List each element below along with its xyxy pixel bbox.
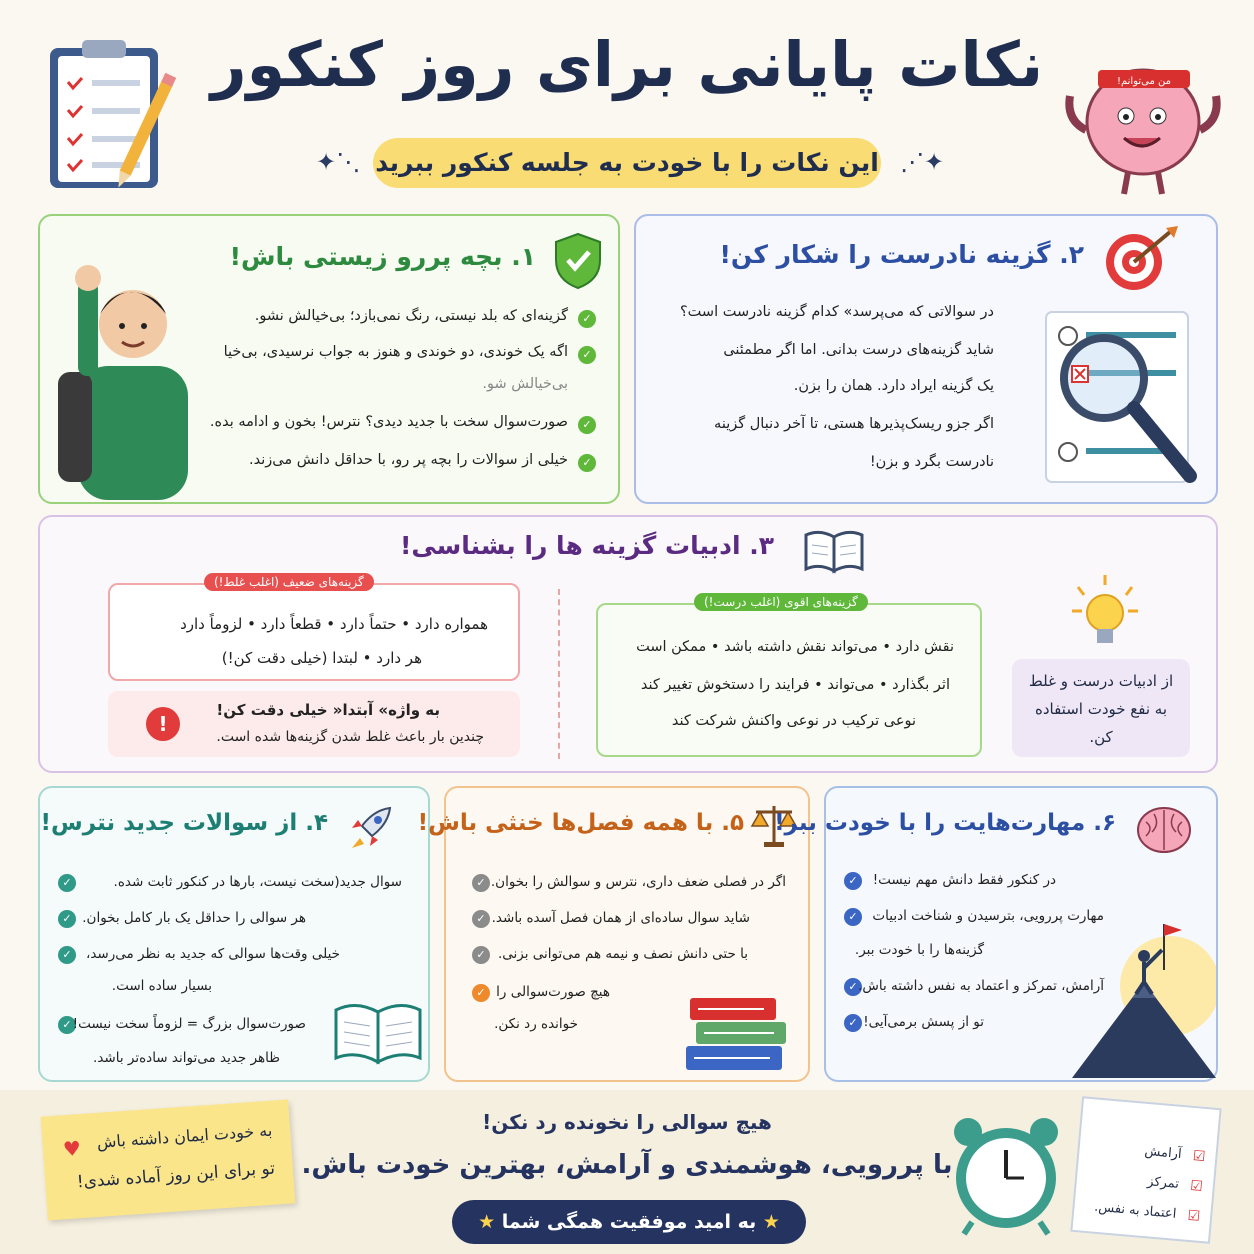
open-book-icon: [802, 529, 868, 575]
sticky-line: به خودت ایمان داشته باش: [96, 1120, 273, 1152]
strong-options-row: اثر بگذارد • می‌تواند • فرایند را دستخوش تغییر کند: [640, 677, 950, 693]
notepad-item: اعتماد به نفس.: [1093, 1199, 1177, 1222]
notepad-item: تمرکز: [1146, 1174, 1180, 1192]
card2-line: یک گزینه ایراد دارد. همان را بزن.: [793, 378, 994, 394]
sparkle-left-icon: ⋰✦: [316, 148, 361, 176]
card-option-language: [38, 515, 1218, 773]
check-icon: ✓: [58, 1016, 76, 1034]
check-icon: ✓: [58, 946, 76, 964]
card4-title: ۴. از سوالات جدید نترس!: [40, 810, 328, 836]
footer-pill-text: به امید موفقیت همگی شما: [501, 1211, 757, 1233]
card2-title: ۲. گزینه نادرست را شکار کن!: [719, 240, 1084, 269]
check-icon: ✓: [844, 908, 862, 926]
card1-item: بی‌خیالش شو.: [482, 376, 568, 392]
card6-item: گزینه‌ها را با خودت ببر.: [854, 942, 984, 958]
books-stack-icon: [684, 994, 792, 1076]
warning-box: [108, 691, 520, 757]
mountain-climber-icon: [1072, 910, 1216, 1078]
card2-line: نادرست بگرد و بزن!: [869, 454, 994, 470]
check-icon: ✓: [578, 346, 596, 364]
card6-title: ۶. مهارت‌هایت را با خودت ببر!: [774, 810, 1116, 836]
check-icon: ☑: [1189, 1177, 1204, 1195]
card5-title: ۵. با همه فصل‌ها خنثی باش!: [417, 810, 744, 836]
card1-item: گزینه‌ای که بلد نیستی، رنگ نمی‌بازد؛ بی‌خیالش نشو.: [254, 308, 568, 324]
divider: [558, 589, 560, 759]
card1-item: صورت‌سوال سخت با جدید دیدی؟ نترس! بخون و ادامه بده.: [209, 414, 568, 430]
card1-title: ۱. بچه پررو زیستی باش!: [229, 242, 536, 271]
check-icon: ☑: [1186, 1207, 1201, 1225]
card6-item: مهارت پررویی، بترسیدن و شناخت ادبیات: [872, 908, 1104, 924]
card5-item: با حتی دانش نصف و نیمه هم می‌توانی بزنی.: [497, 946, 748, 962]
card5-item: اگر در فصلی ضعف داری، نترس و سوالش را بخوان.: [490, 874, 786, 890]
card4-item: ظاهر جدید می‌تواند ساده‌تر باشد.: [93, 1050, 280, 1066]
card-confidence: [38, 214, 620, 504]
target-icon: [1100, 224, 1180, 294]
card-new-questions: [38, 786, 430, 1082]
star-icon: ★: [756, 1211, 780, 1233]
sticky-line: تو برای این روز آماده شدی!: [76, 1158, 276, 1193]
warning-subtitle: چندین بار باعث غلط شدن گزینه‌ها شده است.: [216, 729, 484, 745]
sparkle-right-icon: ✦⋱: [900, 148, 945, 176]
check-icon: ✓: [472, 946, 490, 964]
check-icon: ✓: [844, 872, 862, 890]
card4-item: خیلی وقت‌ها سوالی که جدید به نظر می‌رسد،: [85, 946, 340, 962]
brain-icon: [1134, 802, 1194, 858]
card4-item: سوال جدید(سخت نیست، بارها در کنکور ثابت شده.: [113, 874, 402, 890]
magnifier-checklist-icon: [1042, 310, 1212, 490]
card1-item: خیلی از سوالات را بچه پر رو، با حداقل دانش می‌زند.: [249, 452, 568, 468]
page-title: نکات پایانی برای روز کنکور: [210, 28, 1044, 101]
weak-options-row: همواره دارد • حتماً دارد • قطعاً دارد • لزوماً دارد: [180, 615, 488, 633]
card-skills: [774, 786, 1218, 1082]
check-icon: ✓: [844, 1014, 862, 1032]
tip-box: از ادبیات درست و غلط به نفع خودت استفاده کن.: [1012, 659, 1190, 757]
weak-options-box: [108, 575, 520, 681]
card3-title: ۳. ادبیات گزینه ها را بشناسی!: [399, 531, 774, 560]
check-icon: ✓: [578, 310, 596, 328]
footer-pill: [452, 1200, 806, 1244]
student-illustration-icon: [48, 262, 198, 502]
card5-item: هیچ صورت‌سوالی را: [496, 984, 610, 1000]
open-book-icon: [332, 1000, 424, 1068]
subtitle-pill: این نکات را با خودت به جلسه کنکور ببرید: [373, 138, 881, 188]
notepad-item: آرامش: [1143, 1143, 1183, 1163]
rocket-icon: [344, 800, 400, 856]
strong-options-box: [596, 595, 982, 757]
notepad: [1070, 1096, 1221, 1244]
weak-options-row: هر دارد • لبتدا (خیلی دقت کن!): [221, 649, 422, 667]
brain-mascot-icon: [1058, 40, 1228, 200]
card6-item: تو از پسش برمی‌آیی!: [863, 1014, 984, 1030]
check-icon: ✓: [472, 910, 490, 928]
strong-options-label: گزینه‌های اقوی (اغلب درست!): [694, 593, 868, 611]
check-icon: ✓: [472, 874, 490, 892]
star-icon: ★: [478, 1211, 502, 1233]
card4-item: هر سوالی را حداقل یک بار کامل بخوان.: [82, 910, 306, 926]
card5-item: شاید سوال ساده‌ای از همان فصل آسده باشد.: [491, 910, 750, 926]
strong-options-row: نوعی ترکیب در نوعی واکنش شرکت کند: [671, 713, 916, 729]
card1-item: اگه یک خوندی، دو خوندی و هنوز به جواب نرسیدی، بی‌خیا: [223, 344, 568, 360]
card4-item: صورت‌سوال بزرگ = لزوماً سخت نیست!: [72, 1016, 306, 1032]
check-icon: ✓: [472, 984, 490, 1002]
footer-line1: هیچ سوالی را نخونده رد نکن!: [482, 1110, 772, 1134]
check-icon: ✓: [578, 454, 596, 472]
card2-line: اگر جزو ریسک‌پذیرها هستی، تا آخر دنبال گزینه: [714, 416, 994, 432]
brain-headband-label: من می‌توانم!: [1116, 76, 1172, 87]
card6-item: آرامش، تمرکز و اعتماد به نفس داشته باش.: [858, 978, 1104, 994]
alarm-clock-icon: [946, 1108, 1066, 1238]
check-icon: ☑: [1192, 1148, 1207, 1166]
card-all-chapters: [417, 786, 810, 1082]
strong-options-row: نقش دارد • می‌تواند نقش داشته باشد • ممکن است: [636, 639, 954, 655]
card6-item: در کنکور فقط دانش مهم نیست!: [872, 872, 1056, 888]
card-wrong-option: [634, 214, 1218, 504]
card4-item: بسیار ساده است.: [111, 978, 212, 994]
shield-check-icon: [550, 230, 606, 290]
check-icon: ✓: [844, 978, 862, 996]
warning-title: به واژه» آبتدا« خیلی دقت کن!: [216, 701, 440, 719]
footer-line2: با پررویی، هوشمندی و آرامش، بهترین خودت باش.: [301, 1150, 953, 1180]
heart-icon: ♥: [62, 1136, 82, 1162]
check-icon: ✓: [58, 874, 76, 892]
lightbulb-icon: [1070, 573, 1140, 653]
card2-line: شاید گزینه‌های درست بدانی. اما اگر مطمئنی: [723, 342, 994, 358]
clipboard-icon: [44, 34, 194, 194]
card5-item: خوانده رد نکن.: [494, 1016, 578, 1032]
check-icon: ✓: [58, 910, 76, 928]
check-icon: ✓: [578, 416, 596, 434]
weak-options-label: گزینه‌های ضعیف (اغلب غلط!): [204, 573, 374, 591]
card2-line: در سوالاتی که می‌پرسد» کدام گزینه نادرست است؟: [679, 304, 994, 320]
exclamation-icon: !: [146, 707, 180, 741]
